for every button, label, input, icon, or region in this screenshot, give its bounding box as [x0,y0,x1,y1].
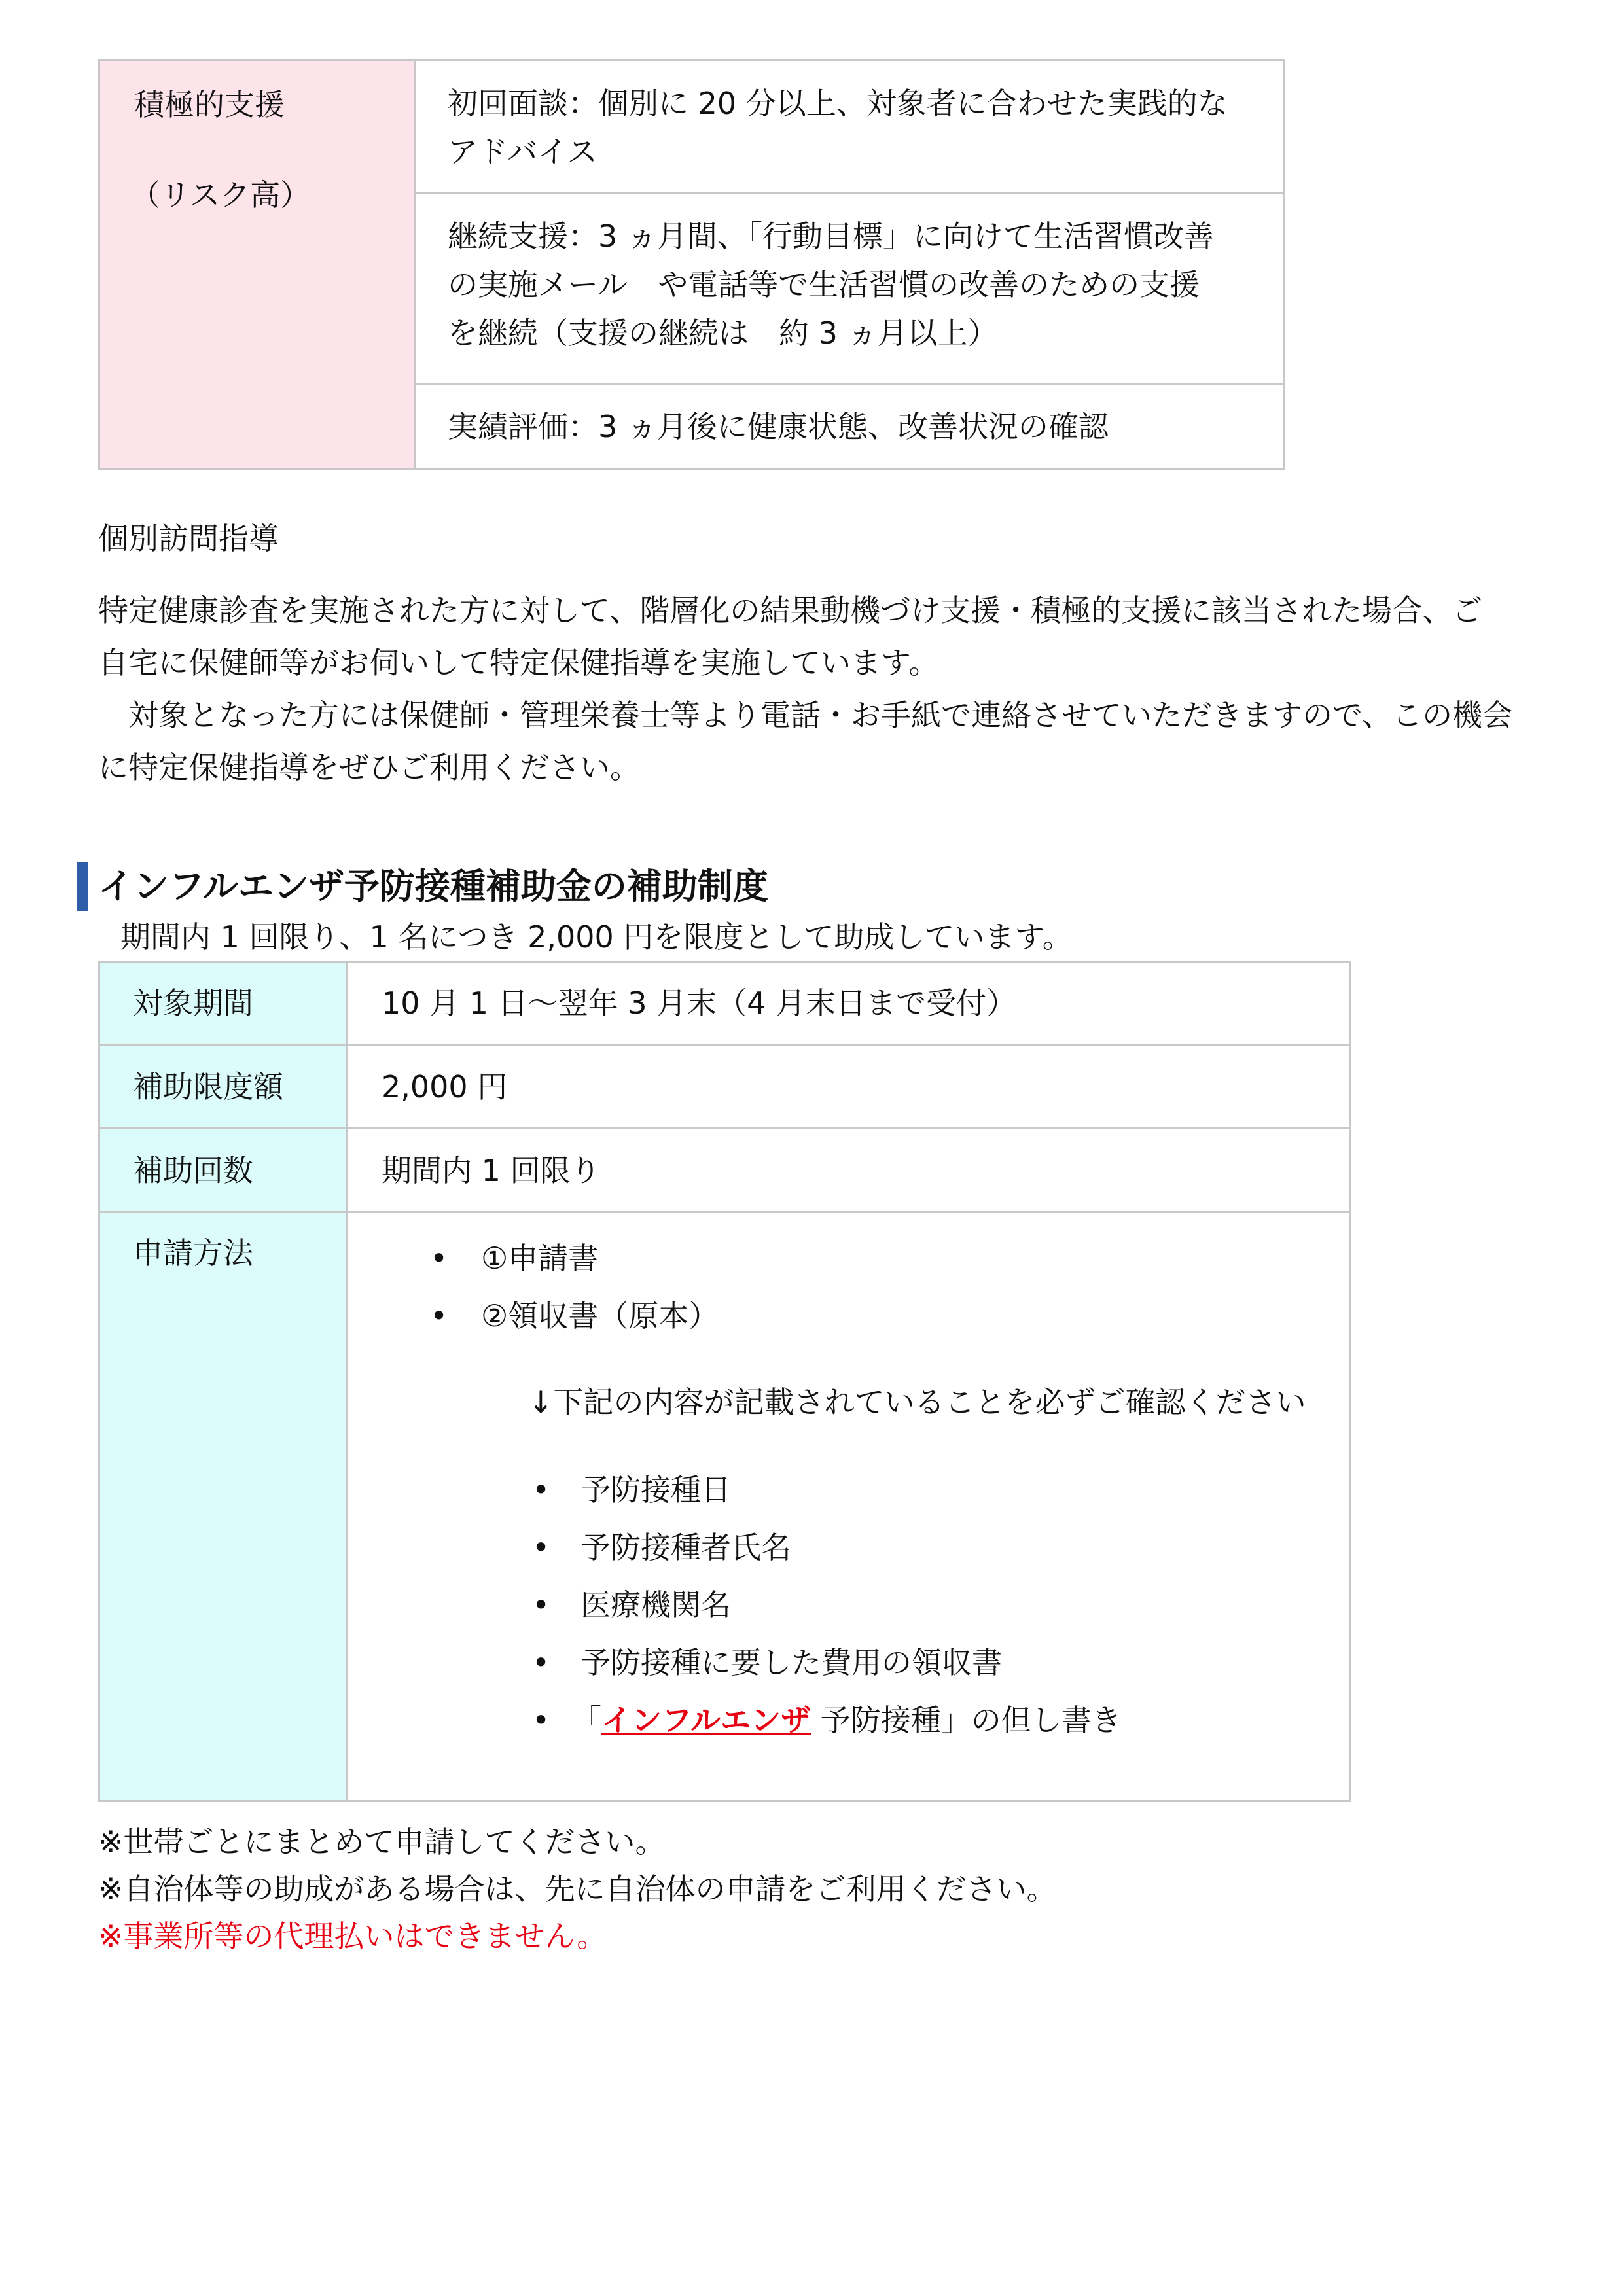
note-line: ※自治体等の助成がある場合は、先に自治体の申請をご利用ください。 [98,1871,1057,1907]
support-row-line: アドバイス [448,134,597,169]
bullet-dot: • [532,1645,550,1680]
row-value-limit: 2,000 円 [382,1069,508,1104]
visit-line: 対象となった方には保健師・管理栄養士等より電話・お手紙で連絡させていただきますので、この機会 [98,698,1513,733]
proviso-rest: 予防接種」の但し書き [811,1703,1122,1738]
row-divider [100,1044,1349,1046]
support-row-line: 実績評価：3 ヵ月後に健康状態、改善状況の確認 [448,409,1109,444]
visit-line: 自宅に保健師等がお伺いして特定保健指導を実施しています。 [98,645,939,680]
check-item: 予防接種者氏名 [580,1530,791,1565]
row-label-apply: 申請方法 [133,1235,253,1271]
doc-item: ②領収書（原本） [481,1298,719,1333]
bullet-dot: • [430,1241,448,1276]
support-row-line: 継続支援：3 ヵ月間、「行動目標」に向けて生活習慣改善 [448,219,1214,254]
check-note: ↓下記の内容が記載されていることを必ずご確認ください [528,1385,1306,1420]
support-table [98,59,1285,470]
bullet-dot: • [532,1472,550,1508]
support-row-line: を継続（支援の継続は 約 3 ヵ月以上） [448,315,998,351]
row-label-period: 対象期間 [133,985,253,1021]
support-type-cell [100,61,416,468]
support-row-continuous [416,194,1283,385]
support-type-label: 積極的支援 [134,87,285,122]
doc-item: ①申請書 [481,1241,599,1276]
red-note: ※事業所等の代理払いはできません。 [98,1918,607,1954]
row-divider [100,1127,1349,1129]
note-line: ※世帯ごとにまとめて申請してください。 [98,1824,666,1860]
row-label-count: 補助回数 [133,1153,253,1188]
row-value-count: 期間内 1 回限り [382,1153,601,1188]
support-row-line: 初回面談：個別に 20 分以上、対象者に合わせた実践的な [448,86,1228,121]
check-item: 医療機関名 [580,1587,731,1623]
bullet-dot: • [532,1530,550,1565]
support-risk-label: （リスク高） [130,177,311,213]
bullet-dot: • [532,1703,550,1738]
visit-line: に特定保健指導をぜひご利用ください。 [98,750,640,785]
check-item-proviso [571,1701,1122,1740]
influenza-emphasis: インフルエンザ [601,1703,812,1738]
proviso-open: 「 [571,1703,601,1738]
bullet-dot: • [430,1298,448,1333]
support-row-initial [416,61,1283,194]
visit-title: 個別訪問指導 [98,521,279,556]
row-label-limit: 補助限度額 [133,1069,283,1104]
heading-accent-bar [77,862,88,911]
section-intro: 期間内 1 回限り、1 名につき 2,000 円を限度として助成しています。 [120,919,1073,955]
check-item: 予防接種に要した費用の領収書 [580,1645,1002,1680]
section-heading: インフルエンザ予防接種補助金の補助制度 [98,866,768,907]
visit-line: 特定健康診査を実施された方に対して、階層化の結果動機づけ支援・積極的支援に該当された場合、ご [98,593,1483,628]
check-item: 予防接種日 [580,1472,731,1508]
row-value-period: 10 月 1 日～翌年 3 月末（4 月末日まで受付） [382,985,1017,1021]
bullet-dot: • [532,1587,550,1623]
row-divider [100,1211,1349,1213]
support-row-evaluation [416,385,1283,468]
support-row-line: の実施メール や電話等で生活習慣の改善のための支援 [448,267,1200,302]
subsidy-table [98,961,1351,1802]
